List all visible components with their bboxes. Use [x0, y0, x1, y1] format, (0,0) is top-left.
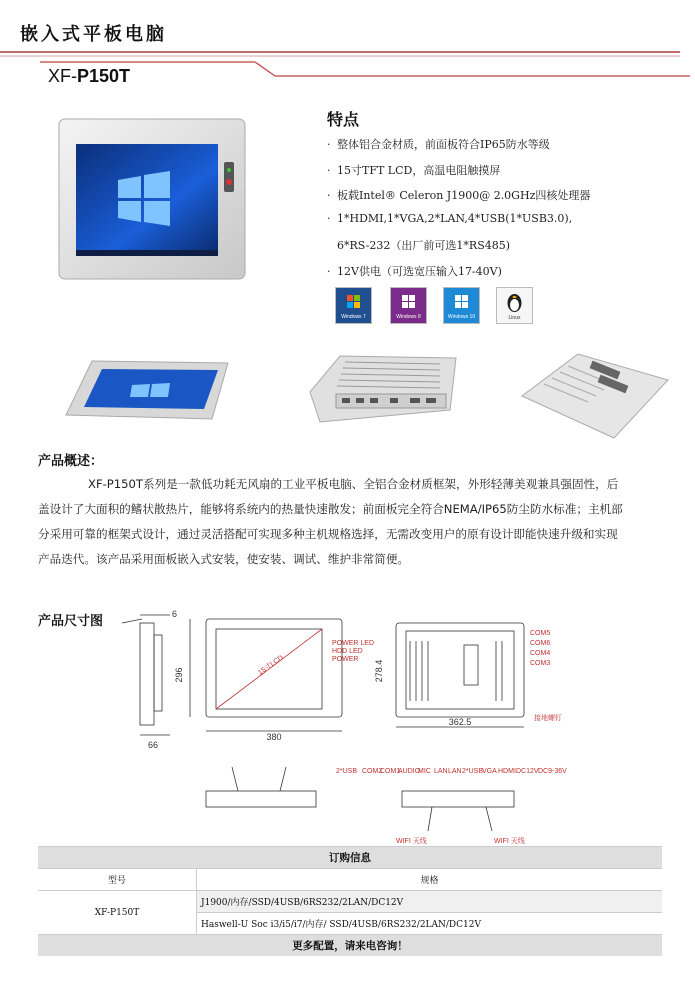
col-spec-header: 规格 — [197, 869, 663, 891]
port-view-drawing — [402, 791, 514, 831]
front-view-drawing — [190, 619, 342, 731]
port-label: DC12V — [516, 768, 539, 775]
side-label: POWER — [332, 656, 359, 663]
port-label: COM1 — [380, 768, 401, 775]
windows7-icon — [336, 288, 371, 323]
os-badge-label: Linux — [508, 315, 521, 321]
port-label: VGA — [482, 768, 497, 775]
linux-tux-icon — [497, 288, 532, 323]
feature-item: · 12V供电（可选宽压输入17-40V) — [327, 265, 502, 278]
com-label: COM4 — [530, 650, 551, 657]
feature-item: · 板载Intel® Celeron J1900@ 2.0GHz四核处理器 — [327, 189, 591, 202]
side-view-drawing — [122, 615, 170, 735]
height-label: 296 — [174, 667, 184, 683]
com-label: COM3 — [530, 660, 551, 667]
feature-item: · 1*HDMI,1*VGA,2*LAN,4*USB(1*USB3.0), — [327, 212, 573, 225]
col-model-header: 型号 — [38, 869, 197, 891]
port-label: COM2 — [362, 768, 383, 775]
order-footer-row — [38, 935, 662, 957]
overview-text: XF-P150T系列是一款低功耗无风扇的工业平板电脑、全铝合金材质框架，外形轻薄美观兼具强固性，后盖设计了大面积的鳍状散热片，能够将系统内的热量快速散发；前面板完全符合NEMA/IP65防尘防水标准；主机部分采用可靠的框架式设计，通过灵活搭配可实现多种主机规格选择，无需改变用户的原有设计即能快速升级和实现产品迭代。该产品采用面板嵌入式安装，使安装、调试、维护非常简便。 — [38, 477, 623, 566]
overview-title: 产品概述： — [38, 454, 104, 469]
windows10-icon — [444, 288, 479, 323]
model-suffix: P150T — [77, 66, 131, 86]
com-label: COM5 — [530, 630, 551, 637]
port-label: LAN — [448, 768, 462, 775]
os-badge-label: Windows 8 — [396, 314, 421, 320]
wifi-label: WIFI 天线 — [494, 838, 525, 845]
windows8-icon — [391, 288, 426, 323]
spec-cell: J1900/内存/SSD/4USB/6RS232/2LAN/DC12V — [197, 891, 663, 913]
model-name — [48, 66, 130, 87]
dimension-drawing — [110, 605, 590, 845]
bottom-view-drawing — [206, 767, 316, 807]
os-badge-label: Windows 10 — [447, 314, 476, 320]
product-front-image — [58, 118, 248, 282]
back-height-label: 278.4 — [374, 659, 384, 683]
side-label: POWER LED — [332, 640, 375, 647]
feature-item: · 15寸TFT LCD，高温电阻触摸屏 — [327, 164, 501, 177]
windows8-badge — [390, 287, 427, 324]
port-label: 2*USB — [336, 768, 358, 775]
windows10-badge — [443, 287, 480, 324]
spec-cell: Haswell-U Soc i3/i5/i7/内存/ SSD/4USB/6RS232/2LAN/DC12V — [197, 913, 663, 935]
features-title: 特点 — [327, 110, 360, 129]
dimensions-title: 产品尺寸图 — [38, 614, 104, 629]
depth-label: 66 — [148, 740, 159, 750]
ground-label: 接地螺钉 — [534, 715, 562, 722]
port-label: HDMI — [498, 768, 516, 775]
back-width-label: 362.5 — [448, 717, 472, 727]
order-title: 订购信息 — [38, 847, 662, 869]
model-cell: XF-P150T — [38, 891, 197, 935]
product-back-image — [300, 352, 460, 426]
order-title-row — [38, 847, 662, 869]
linux-badge — [496, 287, 533, 324]
back-view-drawing — [396, 623, 524, 727]
product-back-angled-image — [518, 350, 670, 440]
feature-item: · 整体铝合金材质，前面板符合IP65防水等级 — [327, 138, 550, 151]
com-label: COM6 — [530, 640, 551, 647]
port-label: MIC — [418, 768, 431, 775]
table-row — [38, 891, 662, 913]
side-label: HDD LED — [332, 648, 363, 655]
port-label: AUDIO — [398, 768, 421, 775]
model-prefix: XF- — [48, 66, 77, 86]
order-footer: 更多配置，请来电咨询！ — [38, 935, 662, 957]
port-label: LAN — [434, 768, 448, 775]
feature-item-continued: 6*RS-232（出厂前可选1*RS485) — [337, 239, 511, 252]
order-header-row — [38, 869, 662, 891]
port-label: 2*USB — [462, 768, 484, 775]
order-table — [38, 846, 662, 956]
port-label: DC9-36V — [538, 768, 567, 775]
screen-label: 15寸LCD — [257, 654, 285, 677]
depth2-label: 6 — [172, 609, 178, 619]
windows7-badge — [335, 287, 372, 324]
os-badge-label: Windows 7 — [341, 314, 366, 320]
page-title: 嵌入式平板电脑 — [20, 24, 167, 45]
product-angled-front-image — [62, 357, 232, 423]
width-label: 380 — [266, 732, 282, 742]
wifi-label: WIFI 天线 — [396, 838, 427, 845]
